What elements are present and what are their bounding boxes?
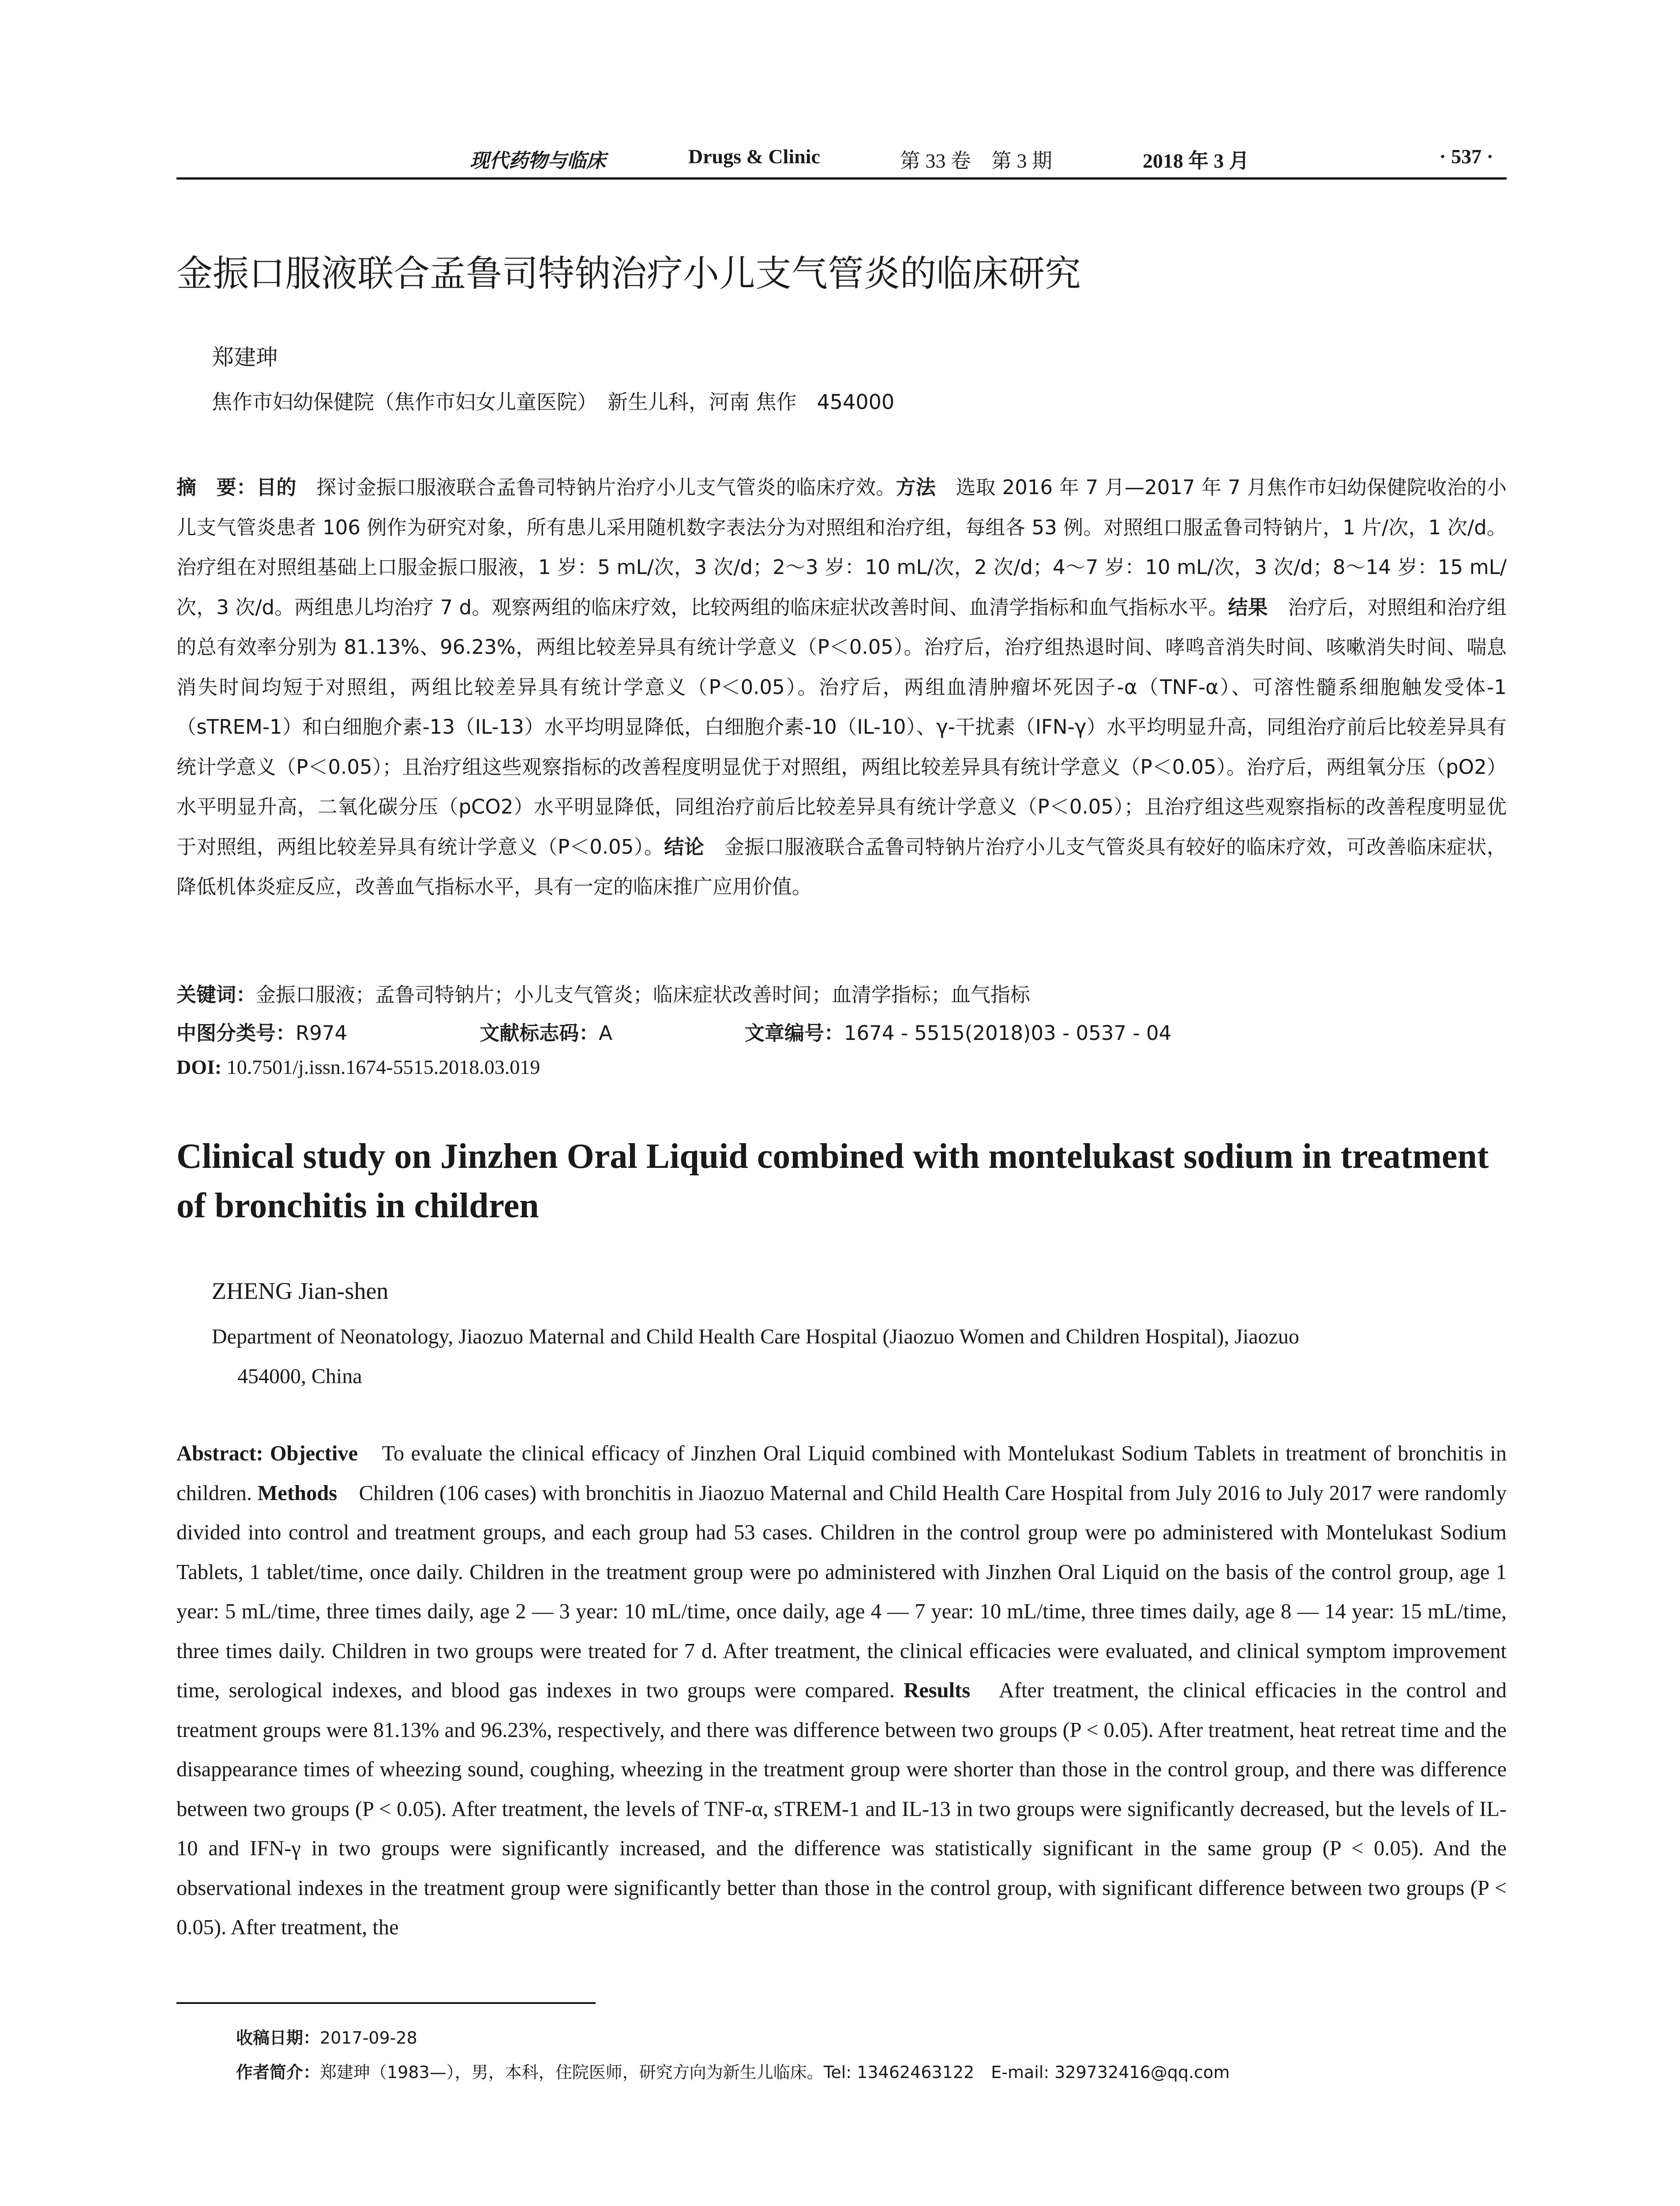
bio-value: 郑建珅（1983—），男，本科，住院医师，研究方向为新生儿临床。Tel: 13462463122 E-mail: 329732416@qq.com [320, 2063, 1230, 2082]
issue-date: 2018 年 3 月 [1143, 150, 1249, 172]
affiliation-cn: 焦作市妇幼保健院（焦作市妇女儿童医院） 新生儿科，河南 焦作 454000 [212, 390, 895, 414]
doc-code-label: 文献标志码： [480, 1021, 599, 1045]
running-header [176, 140, 1507, 180]
conclusion-label-cn: 结论 [664, 835, 705, 859]
methods-label-cn: 方法 [896, 476, 936, 499]
paper-title-cn: 金振口服液联合孟鲁司特钠治疗小儿支气管炎的临床研究 [176, 253, 1081, 295]
footnote-rule [176, 2002, 596, 2004]
abstract-label-en: Abstract: Objective [176, 1442, 358, 1465]
author-en: ZHENG Jian-shen [212, 1278, 389, 1304]
journal-name-en: Drugs & Clinic [688, 145, 820, 168]
results-text-en: After treatment, the clinical efficacies in the control and treatment groups were 81.13% and 96.23%, respectively, and there was difference between two groups (P < 0.05). After treatment, heat retreat time and the disappearance times of wheezing sound, coughing, wheezing in the treatment group were shorter than those in the control group, and there was difference between two groups (P < 0.05). After treatment, the levels of TNF-α, sTREM-1 and IL-13 in two groups were significantly decreased, but the levels of IL-10 and IFN-γ in two groups were significantly increased, and the difference was statistically significant in the same group (P < 0.05). And the observational indexes in the treatment group were significantly better than those in the control group, with significant difference between two groups (P < 0.05). After treatment, the [176, 1679, 1507, 1939]
results-label-en: Results [904, 1679, 971, 1702]
affiliation-en-line2: 454000, China [237, 1365, 362, 1388]
keywords-cn [176, 979, 1507, 1007]
methods-text-cn: 选取 2016 年 7 月—2017 年 7 月焦作市妇幼保健院收治的小儿支气管炎患者 106 例作为研究对象，所有患儿采用随机数字表法分为对照组和治疗组，每组各 53 例。对照组口服孟鲁司特钠片，1 片/次，1 次/d。治疗组在对照组基础上口服金振口服液，1 岁：5 mL/次，3 次/d；2～3 岁：10 mL/次，2 次/d；4～7 岁：10 mL/次，3 次/d；8～14 岁：15 mL/次，3 次/d。两组患儿均治疗 7 d。观察两组的临床疗效，比较两组的临床症状改善时间、血清学指标和血气指标水平。 [176, 476, 1507, 619]
keywords-label: 关键词： [176, 983, 256, 1006]
methods-label-en: Methods [257, 1481, 338, 1505]
results-text-cn: 治疗后，对照组和治疗组的总有效率分别为 81.13%、96.23%，两组比较差异具有统计学意义（P＜0.05）。治疗后，治疗组热退时间、哮鸣音消失时间、咳嗽消失时间、喘息消失时间均短于对照组，两组比较差异具有统计学意义（P＜0.05）。治疗后，两组血清肿瘤坏死因子-α（TNF-α）、可溶性髓系细胞触发受体-1（sTREM-1）和白细胞介素-13（IL-13）水平均明显降低，白细胞介素-10（IL-10）、γ-干扰素（IFN-γ）水平均明显升高，同组治疗前后比较差异具有统计学意义（P＜0.05）；且治疗组这些观察指标的改善程度明显优于对照组，两组比较差异具有统计学意义（P＜0.05）。治疗后，两组氧分压（pO2）水平明显升高，二氧化碳分压（pCO2）水平明显降低，同组治疗前后比较差异具有统计学意义（P＜0.05）；且治疗组这些观察指标的改善程度明显优于对照组，两组比较差异具有统计学意义（P＜0.05）。 [176, 595, 1507, 859]
abstract-en [176, 1434, 1507, 1947]
classification-line [176, 1017, 1507, 1046]
bio-label: 作者简介： [236, 2063, 320, 2082]
received-value: 2017-09-28 [320, 2028, 417, 2048]
methods-text-en: Children (106 cases) with bronchitis in Jiaozuo Maternal and Child Health Care Hospital from July 2016 to July 2017 were randomly divided into control and treatment groups, and each group had 53 cases. Children in the control group were po administered with Montelukast Sodium Tablets, 1 tablet/time, once daily. Children in the treatment group were po administered with Jinzhen Oral Liquid on the basis of the control group, age 1 year: 5 mL/time, three times daily, age 2 — 3 year: 10 mL/time, once daily, age 4 — 7 year: 10 mL/time, three times daily, age 8 — 14 year: 15 mL/time, three times daily. Children in two groups were treated for 7 d. After treatment, the clinical efficacies were evaluated, and clinical symptom improvement time, serological indexes, and blood gas indexes in two groups were compared. [176, 1481, 1507, 1702]
doi-value: 10.7501/j.issn.1674-5515.2018.03.019 [221, 1056, 540, 1078]
objective-text-en: To evaluate the clinical efficacy of Jinzhen Oral Liquid combined with Montelukast Sodium Tablets in treatment of bronchitis in children. [176, 1442, 1507, 1505]
journal-name-cn: 现代药物与临床 [470, 150, 606, 172]
affiliation-en [212, 1317, 1507, 1396]
keywords-text: 金振口服液；孟鲁司特钠片；小儿支气管炎；临床症状改善时间；血清学指标；血气指标 [256, 983, 1031, 1006]
affiliation-en-line1: Department of Neonatology, Jiaozuo Maternal and Child Health Care Hospital (Jiaozuo Women and Children Hospital), Jiaozuo [212, 1325, 1299, 1348]
objective-label-cn: 目的 [256, 476, 296, 499]
abstract-cn [176, 468, 1507, 907]
author-cn: 郑建珅 [212, 345, 278, 370]
conclusion-text-cn: 金振口服液联合孟鲁司特钠片治疗小儿支气管炎具有较好的临床疗效，可改善临床症状，降低机体炎症反应，改善血气指标水平，具有一定的临床推广应用价值。 [176, 835, 1507, 898]
abstract-label-cn: 摘 要： [176, 476, 257, 499]
results-label-cn: 结果 [1228, 595, 1268, 619]
doi-label: DOI: [176, 1056, 222, 1078]
paper-title-en: Clinical study on Jinzhen Oral Liquid combined with montelukast sodium in treatment of bronchitis in children [176, 1137, 1489, 1225]
objective-text-cn: 探讨金振口服液联合孟鲁司特钠片治疗小儿支气管炎的临床疗效。 [296, 476, 896, 499]
doi-line [176, 1055, 1507, 1079]
page-number: · 537 · [1439, 145, 1493, 168]
clc-value: R974 [296, 1021, 348, 1045]
article-number-label: 文章编号： [745, 1021, 844, 1045]
received-date [236, 2024, 417, 2048]
doc-code-value: A [599, 1021, 612, 1045]
author-bio [236, 2059, 1230, 2083]
received-label: 收稿日期： [236, 2028, 320, 2048]
article-number-value: 1674 - 5515(2018)03 - 0537 - 04 [844, 1021, 1172, 1045]
clc-label: 中图分类号： [176, 1021, 296, 1045]
header-rule [176, 177, 1507, 180]
volume-issue: 第 33 卷 第 3 期 [900, 150, 1052, 172]
